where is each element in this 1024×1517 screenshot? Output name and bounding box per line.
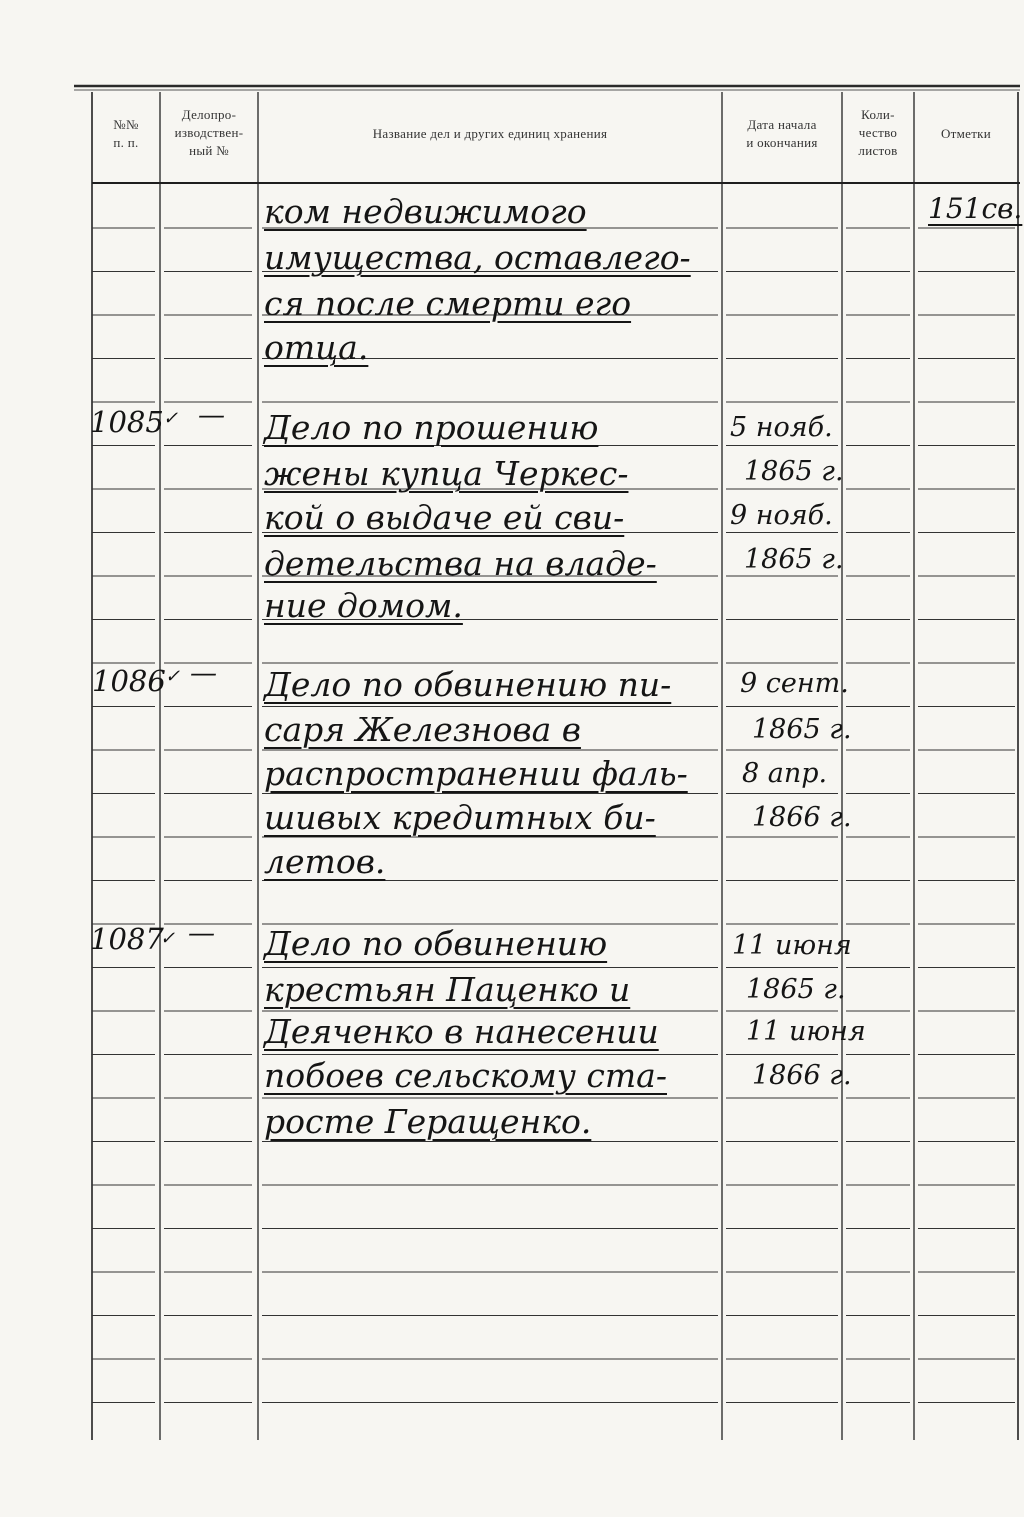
start-year: 1865 г. — [752, 714, 852, 745]
record-title-line: саря Железнова в — [264, 710, 581, 749]
record-title-line: распространении фаль- — [264, 754, 688, 793]
continuation-line-3: ся после смерти его — [264, 284, 632, 323]
start-date: 9 сент. — [740, 668, 849, 699]
continuation-line-2: имущества, оставлего- — [264, 238, 691, 277]
start-date: 11 июня — [732, 930, 852, 961]
record-title-line: росте Геращенко. — [264, 1102, 592, 1141]
end-year: 1866 г. — [752, 1060, 852, 1091]
start-year: 1865 г. — [746, 974, 846, 1005]
header-col-notes: Отметки — [940, 126, 992, 141]
end-year: 1866 г. — [752, 802, 852, 833]
start-date: 5 нояб. — [730, 412, 833, 443]
end-date: 11 июня — [746, 1016, 866, 1047]
header-col-office: Делопро- изводствен- ный № — [174, 107, 244, 158]
record-title-line: летов. — [264, 842, 386, 881]
header-col-title: Название дел и других единиц хранения — [372, 126, 608, 141]
check-mark: ✓ — [165, 666, 181, 687]
record-title-line: детельства на владе- — [264, 544, 657, 583]
shelf-note: 151св. — [928, 192, 1023, 225]
office-number-dash: — — [198, 400, 225, 431]
check-mark: ✓ — [163, 408, 179, 429]
office-number-dash: — — [190, 658, 217, 689]
continuation-line-4: отца. — [264, 328, 369, 367]
continuation-line-1: ком недвижимого — [264, 192, 587, 231]
record-title-line: жены купца Черкес- — [264, 454, 629, 493]
record-title-line: крестьян Паценко и — [264, 970, 631, 1009]
header-col-num: №№ п. п. — [113, 117, 139, 150]
record-title-line: кой о выдаче ей сви- — [264, 498, 625, 537]
office-number-dash: — — [188, 918, 215, 949]
end-date: 9 нояб. — [730, 500, 833, 531]
record-title-line: Дело по обвинению — [264, 924, 608, 963]
end-date: 8 апр. — [742, 758, 828, 789]
record-title-line: Дело по прошению — [264, 408, 599, 447]
record-number: 1085 — [90, 405, 164, 439]
record-title-line: Дело по обвинению пи- — [264, 665, 672, 704]
record-number: 1086 — [92, 664, 166, 698]
start-year: 1865 г. — [744, 456, 844, 487]
record-title-line: ние домом. — [264, 586, 463, 625]
record-title-line: Деяченко в нанесении — [264, 1012, 659, 1051]
record-number: 1087 — [90, 922, 164, 956]
header-col-dates: Дата начала и окончания — [746, 117, 818, 150]
header-col-sheets: Коли- чество листов — [858, 107, 898, 158]
check-mark: ✓ — [160, 928, 176, 949]
record-title-line: шивых кредитных би- — [264, 798, 656, 837]
record-title-line: побоев сельскому ста- — [264, 1056, 667, 1095]
end-year: 1865 г. — [744, 544, 844, 575]
